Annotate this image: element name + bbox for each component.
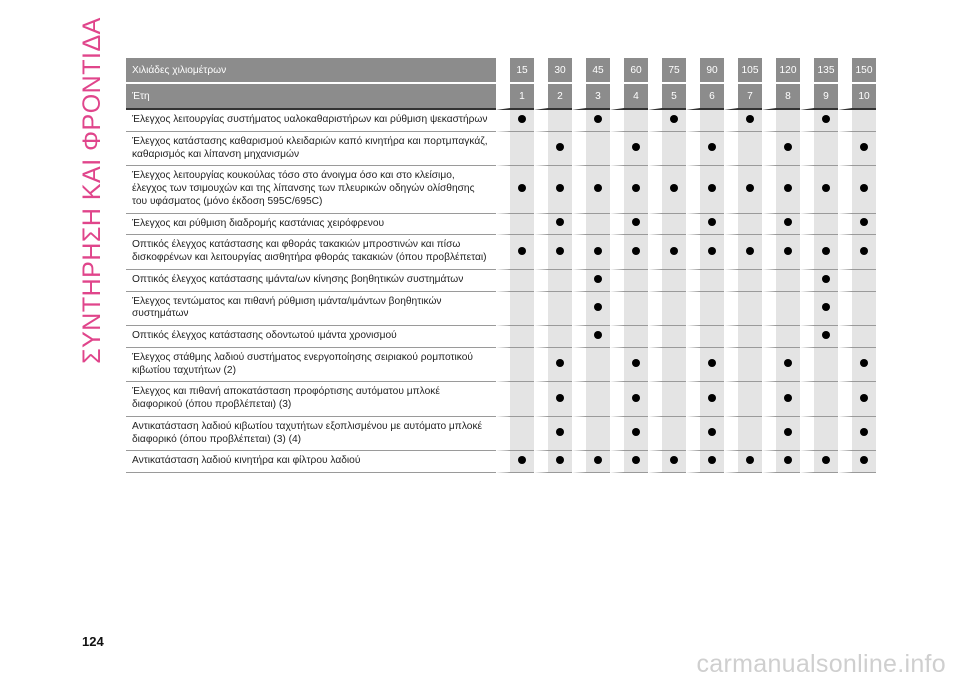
interval-cell xyxy=(686,451,724,473)
interval-cell xyxy=(686,382,724,417)
scheduled-dot-icon xyxy=(784,359,792,367)
interval-cell xyxy=(762,110,800,132)
scheduled-dot-icon xyxy=(632,428,640,436)
scheduled-dot-icon xyxy=(860,456,868,464)
years-header-row xyxy=(126,84,876,110)
schedule-rows xyxy=(126,110,876,473)
interval-cell xyxy=(686,235,724,270)
interval-cell xyxy=(686,348,724,383)
scheduled-dot-icon xyxy=(556,359,564,367)
scheduled-dot-icon xyxy=(518,115,526,123)
interval-cell xyxy=(648,348,686,383)
interval-cell xyxy=(648,292,686,327)
interval-cell xyxy=(610,235,648,270)
km-header-cell: 45 xyxy=(572,58,610,84)
scheduled-dot-icon xyxy=(594,184,602,192)
interval-cell xyxy=(762,382,800,417)
interval-cell xyxy=(572,382,610,417)
km-header-cell: 75 xyxy=(648,58,686,84)
interval-cell xyxy=(762,166,800,213)
interval-cell xyxy=(724,417,762,452)
interval-cell xyxy=(724,214,762,236)
interval-cell xyxy=(572,417,610,452)
scheduled-dot-icon xyxy=(632,184,640,192)
task-description: Οπτικός έλεγχος κατάστασης οδοντωτού ιμάντα χρονισμού xyxy=(126,326,496,348)
scheduled-dot-icon xyxy=(708,456,716,464)
km-header-label: Χιλιάδες χιλιομέτρων xyxy=(126,58,496,84)
table-row xyxy=(126,451,876,473)
scheduled-dot-icon xyxy=(670,115,678,123)
interval-cell xyxy=(686,214,724,236)
scheduled-dot-icon xyxy=(518,456,526,464)
task-description: Οπτικός έλεγχος κατάστασης ιμάντα/ων κίνησης βοηθητικών συστημάτων xyxy=(126,270,496,292)
scheduled-dot-icon xyxy=(822,115,830,123)
scheduled-dot-icon xyxy=(860,184,868,192)
interval-cell xyxy=(838,382,876,417)
interval-cell xyxy=(724,166,762,213)
scheduled-dot-icon xyxy=(632,143,640,151)
years-header-cell: 8 xyxy=(762,84,800,110)
interval-cell xyxy=(572,292,610,327)
interval-cell xyxy=(648,382,686,417)
scheduled-dot-icon xyxy=(556,428,564,436)
interval-cell xyxy=(534,451,572,473)
scheduled-dot-icon xyxy=(784,428,792,436)
scheduled-dot-icon xyxy=(746,456,754,464)
page-number: 124 xyxy=(82,634,104,649)
scheduled-dot-icon xyxy=(556,247,564,255)
table-row xyxy=(126,132,876,167)
km-header-row xyxy=(126,58,876,84)
years-header-cell: 7 xyxy=(724,84,762,110)
interval-cell xyxy=(762,292,800,327)
interval-cell xyxy=(724,292,762,327)
interval-cell xyxy=(800,270,838,292)
km-header-cell: 60 xyxy=(610,58,648,84)
scheduled-dot-icon xyxy=(708,143,716,151)
interval-cell xyxy=(496,235,534,270)
scheduled-dot-icon xyxy=(556,394,564,402)
interval-cell xyxy=(648,166,686,213)
interval-cell xyxy=(686,132,724,167)
km-header-cell: 150 xyxy=(838,58,876,84)
interval-cell xyxy=(838,451,876,473)
scheduled-dot-icon xyxy=(822,184,830,192)
scheduled-dot-icon xyxy=(860,359,868,367)
task-description: Έλεγχος κατάστασης καθαρισμού κλειδαριών καπό κινητήρα και πορτμπαγκάζ, καθαρισμός και λίπανση μηχανισμών xyxy=(126,132,496,167)
scheduled-dot-icon xyxy=(632,456,640,464)
scheduled-dot-icon xyxy=(632,394,640,402)
interval-cell xyxy=(534,382,572,417)
interval-cell xyxy=(572,326,610,348)
interval-cell xyxy=(686,166,724,213)
scheduled-dot-icon xyxy=(556,143,564,151)
interval-cell xyxy=(800,110,838,132)
table-row xyxy=(126,110,876,132)
interval-cell xyxy=(838,417,876,452)
years-header-cell: 9 xyxy=(800,84,838,110)
interval-cell xyxy=(724,235,762,270)
interval-cell xyxy=(838,110,876,132)
interval-cell xyxy=(762,235,800,270)
table-row xyxy=(126,166,876,213)
interval-cell xyxy=(610,166,648,213)
interval-cell xyxy=(724,326,762,348)
scheduled-dot-icon xyxy=(556,218,564,226)
interval-cell xyxy=(648,214,686,236)
interval-cell xyxy=(838,214,876,236)
interval-cell xyxy=(762,326,800,348)
interval-cell xyxy=(838,348,876,383)
scheduled-dot-icon xyxy=(822,456,830,464)
years-header-cell: 1 xyxy=(496,84,534,110)
section-title-text: ΣΥΝΤΗΡΗΣΗ ΚΑΙ ΦΡΟΝΤΙΔΑ xyxy=(77,16,106,364)
task-description: Έλεγχος και πιθανή αποκατάσταση προφόρτισης αυτόματου μπλοκέ διαφορικού (όπου προβλέπεται) (3) xyxy=(126,382,496,417)
interval-cell xyxy=(496,326,534,348)
interval-cell xyxy=(800,292,838,327)
interval-cell xyxy=(496,110,534,132)
interval-cell xyxy=(572,235,610,270)
interval-cell xyxy=(534,235,572,270)
interval-cell xyxy=(800,166,838,213)
interval-cell xyxy=(724,382,762,417)
scheduled-dot-icon xyxy=(518,184,526,192)
scheduled-dot-icon xyxy=(784,394,792,402)
interval-cell xyxy=(534,348,572,383)
scheduled-dot-icon xyxy=(822,303,830,311)
scheduled-dot-icon xyxy=(822,275,830,283)
interval-cell xyxy=(800,417,838,452)
interval-cell xyxy=(610,348,648,383)
interval-cell xyxy=(838,235,876,270)
interval-cell xyxy=(800,214,838,236)
interval-cell xyxy=(648,270,686,292)
scheduled-dot-icon xyxy=(632,218,640,226)
table-row xyxy=(126,270,876,292)
scheduled-dot-icon xyxy=(670,456,678,464)
scheduled-dot-icon xyxy=(822,331,830,339)
scheduled-dot-icon xyxy=(556,184,564,192)
interval-cell xyxy=(648,326,686,348)
scheduled-dot-icon xyxy=(708,247,716,255)
interval-cell xyxy=(838,270,876,292)
interval-cell xyxy=(724,348,762,383)
scheduled-dot-icon xyxy=(746,115,754,123)
interval-cell xyxy=(610,417,648,452)
interval-cell xyxy=(800,348,838,383)
interval-cell xyxy=(534,132,572,167)
km-header-cell: 30 xyxy=(534,58,572,84)
interval-cell xyxy=(496,214,534,236)
scheduled-dot-icon xyxy=(708,359,716,367)
task-description: Οπτικός έλεγχος κατάστασης και φθοράς τακακιών μπροστινών και πίσω δισκοφρένων και λειτουργίας αισθητήρα φθοράς τακακιών (όπου προβλέπεται) xyxy=(126,235,496,270)
interval-cell xyxy=(762,451,800,473)
years-header-label: Έτη xyxy=(126,84,496,110)
scheduled-dot-icon xyxy=(746,184,754,192)
interval-cell xyxy=(534,166,572,213)
scheduled-dot-icon xyxy=(632,359,640,367)
years-header-cell: 2 xyxy=(534,84,572,110)
interval-cell xyxy=(572,348,610,383)
km-header-cell: 135 xyxy=(800,58,838,84)
interval-cell xyxy=(610,132,648,167)
interval-cell xyxy=(496,417,534,452)
interval-cell xyxy=(686,326,724,348)
years-header-cell: 3 xyxy=(572,84,610,110)
years-header-cell: 5 xyxy=(648,84,686,110)
task-description: Αντικατάσταση λαδιού κινητήρα και φίλτρου λαδιού xyxy=(126,451,496,473)
scheduled-dot-icon xyxy=(708,394,716,402)
table-row xyxy=(126,214,876,236)
task-description: Αντικατάσταση λαδιού κιβωτίου ταχυτήτων εξοπλισμένου με αυτόματο μπλοκέ διαφορικό (όπου προβλέπεται) (3) (4) xyxy=(126,417,496,452)
interval-cell xyxy=(648,235,686,270)
interval-cell xyxy=(610,382,648,417)
interval-cell xyxy=(762,348,800,383)
interval-cell xyxy=(572,132,610,167)
years-header-cell: 6 xyxy=(686,84,724,110)
scheduled-dot-icon xyxy=(556,456,564,464)
interval-cell xyxy=(838,132,876,167)
interval-cell xyxy=(534,292,572,327)
scheduled-dot-icon xyxy=(594,456,602,464)
interval-cell xyxy=(534,270,572,292)
table-row xyxy=(126,348,876,383)
scheduled-dot-icon xyxy=(594,275,602,283)
interval-cell xyxy=(724,110,762,132)
table-row xyxy=(126,292,876,327)
maintenance-schedule-table xyxy=(126,58,876,473)
interval-cell xyxy=(648,417,686,452)
years-header-cell: 10 xyxy=(838,84,876,110)
watermark: carmanualsonline.info xyxy=(696,650,946,678)
interval-cell xyxy=(800,326,838,348)
scheduled-dot-icon xyxy=(860,143,868,151)
table-row xyxy=(126,326,876,348)
interval-cell xyxy=(572,451,610,473)
interval-cell xyxy=(534,214,572,236)
interval-cell xyxy=(724,451,762,473)
interval-cell xyxy=(496,166,534,213)
scheduled-dot-icon xyxy=(708,218,716,226)
interval-cell xyxy=(838,292,876,327)
interval-cell xyxy=(648,110,686,132)
km-header-cell: 105 xyxy=(724,58,762,84)
km-header-cell: 15 xyxy=(496,58,534,84)
interval-cell xyxy=(800,132,838,167)
interval-cell xyxy=(496,270,534,292)
interval-cell xyxy=(762,417,800,452)
interval-cell xyxy=(762,270,800,292)
interval-cell xyxy=(686,292,724,327)
scheduled-dot-icon xyxy=(594,331,602,339)
scheduled-dot-icon xyxy=(822,247,830,255)
interval-cell xyxy=(762,132,800,167)
interval-cell xyxy=(610,214,648,236)
scheduled-dot-icon xyxy=(860,247,868,255)
years-header-cell: 4 xyxy=(610,84,648,110)
interval-cell xyxy=(800,451,838,473)
interval-cell xyxy=(800,382,838,417)
task-description: Έλεγχος και ρύθμιση διαδρομής καστάνιας χειρόφρενου xyxy=(126,214,496,236)
section-title-vertical xyxy=(62,0,122,380)
scheduled-dot-icon xyxy=(784,218,792,226)
scheduled-dot-icon xyxy=(860,218,868,226)
scheduled-dot-icon xyxy=(784,247,792,255)
interval-cell xyxy=(686,110,724,132)
task-description: Έλεγχος τεντώματος και πιθανή ρύθμιση ιμάντα/ιμάντων βοηθητικών συστημάτων xyxy=(126,292,496,327)
interval-cell xyxy=(572,270,610,292)
table-row xyxy=(126,235,876,270)
scheduled-dot-icon xyxy=(594,115,602,123)
table-row xyxy=(126,382,876,417)
task-description: Έλεγχος στάθμης λαδιού συστήματος ενεργοποίησης σειριακού ρομποτικού κιβωτίου ταχυτήτων (2) xyxy=(126,348,496,383)
scheduled-dot-icon xyxy=(746,247,754,255)
interval-cell xyxy=(496,292,534,327)
interval-cell xyxy=(610,292,648,327)
interval-cell xyxy=(496,132,534,167)
scheduled-dot-icon xyxy=(670,247,678,255)
scheduled-dot-icon xyxy=(632,247,640,255)
scheduled-dot-icon xyxy=(784,143,792,151)
interval-cell xyxy=(610,270,648,292)
scheduled-dot-icon xyxy=(784,456,792,464)
km-header-cell: 90 xyxy=(686,58,724,84)
interval-cell xyxy=(496,451,534,473)
scheduled-dot-icon xyxy=(860,428,868,436)
km-header-cell: 120 xyxy=(762,58,800,84)
interval-cell xyxy=(838,166,876,213)
interval-cell xyxy=(838,326,876,348)
interval-cell xyxy=(610,326,648,348)
interval-cell xyxy=(572,166,610,213)
interval-cell xyxy=(496,348,534,383)
task-description: Έλεγχος λειτουργίας κουκούλας τόσο στο άνοιγμα όσο και στο κλείσιμο, έλεγχος των τσιμουχών και της λίπανσης των πλευρικών οδηγών ολίσθησης του υφάσματος (μόνο έκδοση 595C/695C) xyxy=(126,166,496,213)
scheduled-dot-icon xyxy=(860,394,868,402)
interval-cell xyxy=(610,110,648,132)
interval-cell xyxy=(572,214,610,236)
scheduled-dot-icon xyxy=(708,428,716,436)
interval-cell xyxy=(572,110,610,132)
interval-cell xyxy=(762,214,800,236)
interval-cell xyxy=(648,132,686,167)
interval-cell xyxy=(648,451,686,473)
scheduled-dot-icon xyxy=(670,184,678,192)
interval-cell xyxy=(686,270,724,292)
scheduled-dot-icon xyxy=(518,247,526,255)
interval-cell xyxy=(610,451,648,473)
interval-cell xyxy=(496,382,534,417)
table-row xyxy=(126,417,876,452)
interval-cell xyxy=(724,270,762,292)
scheduled-dot-icon xyxy=(708,184,716,192)
scheduled-dot-icon xyxy=(594,303,602,311)
interval-cell xyxy=(724,132,762,167)
scheduled-dot-icon xyxy=(594,247,602,255)
interval-cell xyxy=(534,326,572,348)
scheduled-dot-icon xyxy=(784,184,792,192)
interval-cell xyxy=(686,417,724,452)
interval-cell xyxy=(800,235,838,270)
interval-cell xyxy=(534,417,572,452)
interval-cell xyxy=(534,110,572,132)
task-description: Έλεγχος λειτουργίας συστήματος υαλοκαθαριστήρων και ρύθμιση ψεκαστήρων xyxy=(126,110,496,132)
